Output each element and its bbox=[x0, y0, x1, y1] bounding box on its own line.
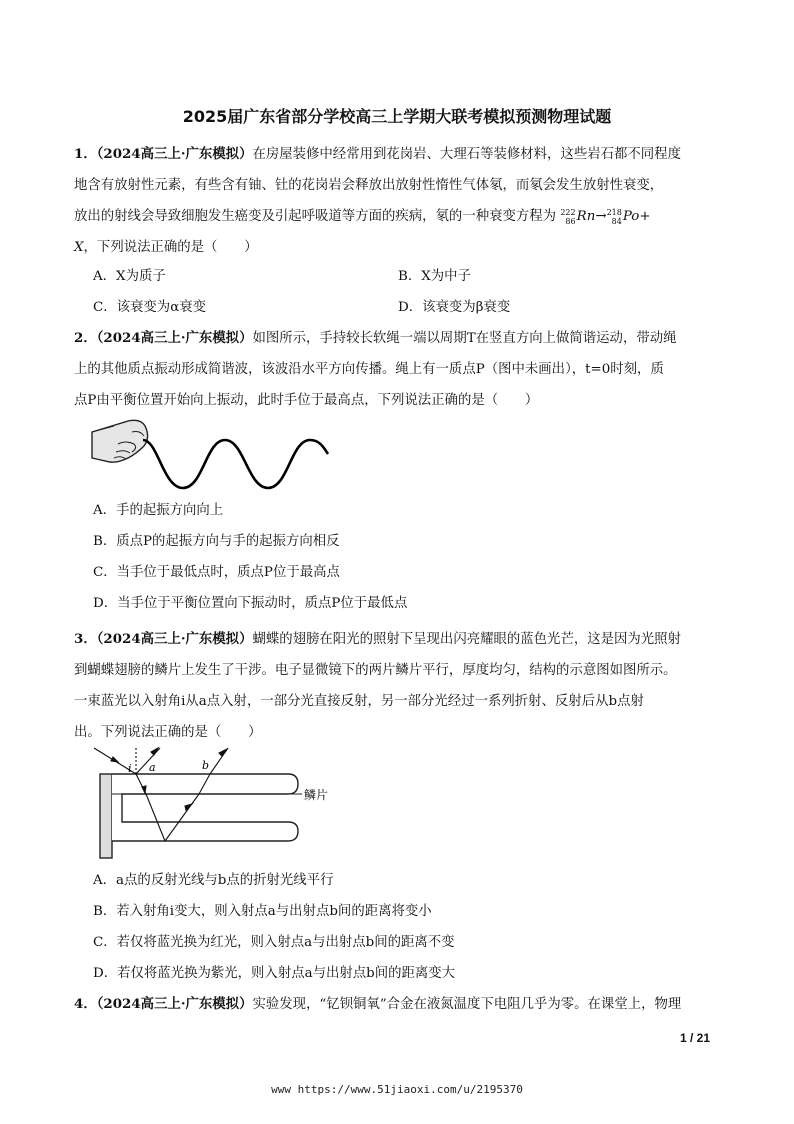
hand-rope-figure bbox=[88, 418, 333, 493]
label-scale: 鳞片 bbox=[304, 788, 329, 802]
label-b: b bbox=[202, 759, 210, 772]
butterfly-scale-figure bbox=[88, 744, 358, 862]
q1-text-1: 在房屋装修中经常用到花岗岩、大理石等装修材料，这些岩石都不同程度 bbox=[252, 147, 681, 162]
q1-line-4 bbox=[74, 232, 714, 263]
q4-text-1: 实验发现，“钇钡铜氧”合金在液氮温度下电阻几乎为零。在课堂上，物理 bbox=[252, 997, 682, 1012]
footer-url[interactable]: www https://www.51jiaoxi.com/u/2195370 bbox=[271, 1083, 523, 1096]
po-atomic-number: 84 bbox=[611, 216, 622, 226]
po-mass-number: 218 bbox=[606, 207, 622, 217]
q1-source: （2024高三上·广东模拟） bbox=[96, 146, 253, 162]
q3-line-3: 一束蓝光以入射角i从a点入射，一部分光直接反射，另一部分光经过一系列折射、反射后从b点射 bbox=[74, 694, 644, 709]
q2-number: 2． bbox=[74, 330, 97, 346]
q2-option-c: C．当手位于最低点时，质点P位于最高点 bbox=[93, 565, 340, 580]
q3-option-d: D．若仅将蓝光换为紫光，则入射点a与出射点b间的距离变大 bbox=[93, 966, 456, 981]
q1-text-3: 放出的射线会导致细胞发生癌变及引起呼吸道等方面的疾病，氡的一种衰变方程为 bbox=[74, 209, 557, 224]
q1-option-d: D．该衰变为β衰变 bbox=[398, 300, 511, 315]
q1-text-4: ，下列说法正确的是（ ） bbox=[83, 240, 258, 255]
q4-line-1 bbox=[74, 989, 714, 1020]
q4-source: （2024高三上·广东模拟） bbox=[96, 996, 253, 1012]
q2-option-b: B．质点P的起振方向与手的起振方向相反 bbox=[93, 534, 340, 549]
po-nuclide-numbers bbox=[607, 208, 622, 226]
q1-line-1 bbox=[74, 139, 714, 170]
q1-line-3 bbox=[74, 201, 714, 232]
x-symbol: X bbox=[74, 240, 84, 255]
q1-option-b: B．X为中子 bbox=[398, 269, 471, 284]
q2-option-d: D．当手位于平衡位置向下振动时，质点P位于最低点 bbox=[93, 596, 408, 611]
decay-equation bbox=[560, 209, 650, 224]
q3-option-b: B．若入射角i变大，则入射点a与出射点b间的距离将变小 bbox=[93, 904, 432, 919]
exam-title: 2025届广东省部分学校高三上学期大联考模拟预测物理试题 bbox=[182, 107, 612, 126]
rn-mass-number: 222 bbox=[560, 207, 576, 217]
po-symbol: Po bbox=[622, 209, 640, 224]
q1-line-2: 地含有放射性元素，有些含有铀、钍的花岗岩会释放出放射性惰性气体氡，而氡会发生放射性衰变， bbox=[74, 178, 664, 193]
label-a: a bbox=[149, 761, 156, 774]
q3-source: （2024高三上·广东模拟） bbox=[96, 631, 253, 647]
q2-line-3: 点P由平衡位置开始向上振动，此时手位于最高点，下列说法正确的是（ ） bbox=[74, 393, 539, 408]
q3-line-1 bbox=[74, 624, 714, 655]
q2-source: （2024高三上·广东模拟） bbox=[96, 330, 253, 346]
hand-icon bbox=[92, 420, 148, 462]
q4-number: 4． bbox=[74, 996, 97, 1012]
q3-number: 3． bbox=[74, 631, 97, 647]
rn-symbol: Rn bbox=[576, 209, 596, 224]
q1-option-a: A．X为质子 bbox=[93, 269, 166, 284]
q2-line-2: 上的其他质点振动形成简谐波，该波沿水平方向传播。绳上有一质点P（图中未画出），t=0时刻，质 bbox=[74, 362, 664, 377]
rope-wave bbox=[143, 440, 328, 488]
decay-arrow: → bbox=[595, 209, 607, 224]
q3-line-2: 到蝴蝶翅膀的鳞片上发生了干涉。电子显微镜下的两片鳞片平行，厚度均匀，结构的示意图如图所示。 bbox=[74, 663, 677, 678]
q2-text-1: 如图所示，手持较长软绳一端以周期T在竖直方向上做简谐运动，带动绳 bbox=[252, 331, 677, 346]
q2-line-1 bbox=[74, 323, 714, 354]
page-number: 1 / 21 bbox=[679, 1031, 710, 1045]
rn-atomic-number: 86 bbox=[565, 216, 576, 226]
q3-text-1: 蝴蝶的翅膀在阳光的照射下呈现出闪亮耀眼的蓝色光芒，这是因为光照射 bbox=[252, 632, 681, 647]
q3-line-4: 出。下列说法正确的是（ ） bbox=[74, 725, 262, 740]
q1-number: 1． bbox=[74, 146, 97, 162]
q1-option-c: C．该衰变为α衰变 bbox=[93, 300, 207, 315]
q2-option-a: A．手的起振方向向上 bbox=[93, 503, 224, 518]
q3-option-a: A．a点的反射光线与b点的折射光线平行 bbox=[93, 873, 334, 888]
q3-option-c: C．若仅将蓝光换为红光，则入射点a与出射点b间的距离不变 bbox=[93, 935, 455, 950]
plus-sign: + bbox=[639, 209, 651, 224]
rn-nuclide-numbers bbox=[560, 208, 575, 226]
scale-structure bbox=[100, 774, 298, 858]
label-i: i bbox=[128, 762, 132, 775]
